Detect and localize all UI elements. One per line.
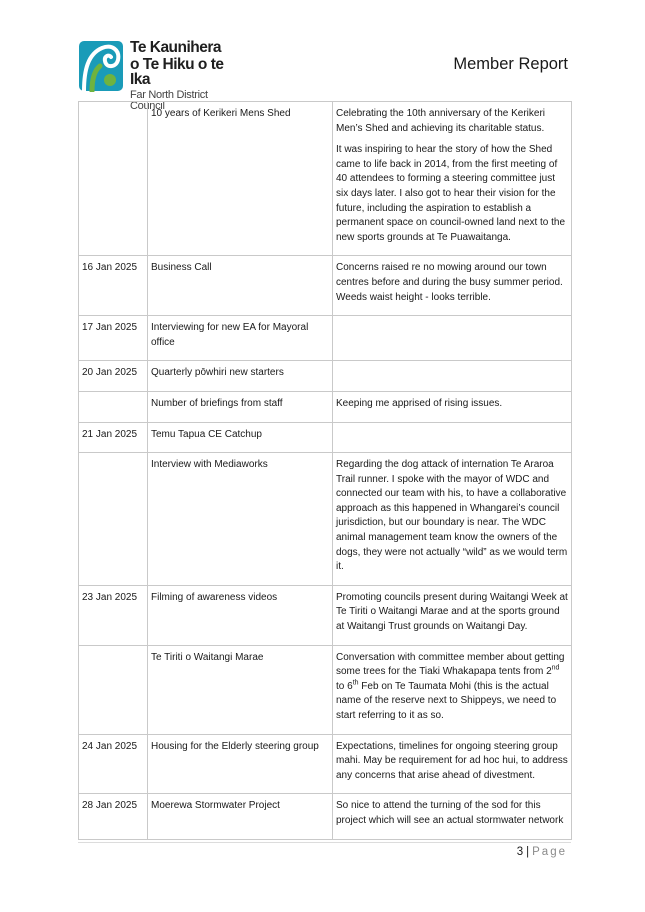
note-paragraph: Expectations, timelines for ongoing steering group mahi. May be requirement for ad hoc hui, to address any concerns that arise ahead of divestment. [336,740,568,781]
activity-cell: Interviewing for new EA for Mayoral office [148,316,333,361]
notes-cell [333,102,572,256]
table-row [79,585,572,645]
activity-cell: Moerewa Stormwater Project [148,794,333,839]
koru-logo-icon [78,40,126,92]
table-row [79,391,572,422]
council-logo [78,39,238,112]
activity-cell: Number of briefings from staff [148,391,333,422]
note-paragraph: It was inspiring to hear the story of how the Shed came to life back in 2014, from the first meeting of 40 attendees to forming a steering committee just six days later. I also got to hear their vision for the future, including the aspiration to establish a permanent space on council-owned land next to the new sports grounds at Te Puawaitanga. [336,144,566,243]
page-separator: | [526,846,530,858]
report-title: Member Report [453,55,568,73]
note-paragraph: Concerns raised re no mowing around our town centres before and during the busy summer period. Weeds waist height - looks terrible. [336,262,563,303]
activity-cell: Filming of awareness videos [148,585,333,645]
notes-cell [333,645,572,734]
note-paragraph: Promoting councils present during Waitangi Week at Te Tiriti o Waitangi Marae and at the sports ground at Waitangi Trust grounds on Waitangi Day. [336,591,568,633]
page-footer [517,846,567,858]
note-text: to 6 [336,680,353,692]
table-row [79,316,572,361]
table-row [79,422,572,453]
note-paragraph [336,651,568,724]
notes-cell [333,453,572,586]
date-cell: 17 Jan 2025 [79,316,148,361]
table-row [79,256,572,316]
table-row [79,645,572,734]
date-cell: 23 Jan 2025 [79,585,148,645]
note-text: Conversation with committee member about getting some trees for the Tiaki Whakapapa tents from 2 [336,651,565,678]
notes-cell [333,391,572,422]
note-paragraph: Keeping me apprised of rising issues. [336,397,503,409]
notes-cell [333,256,572,316]
note-paragraph: Regarding the dog attack of internation Te Araroa Trail runner. I spoke with the mayor of WDC and connected our team with his, to have a collaborative approach as this happened in Whangarei’s council jurisdiction, but our boundary is near. The WDC animal management team know the owners of the dogs, they were not actually “wild” as we would term it. [336,459,568,573]
table-row [79,361,572,392]
activity-cell: 10 years of Kerikeri Mens Shed [148,102,333,256]
notes-cell [333,734,572,794]
notes-cell [333,361,572,392]
activity-cell: Temu Tapua CE Catchup [148,422,333,453]
notes-cell [333,316,572,361]
activity-cell: Quarterly pōwhiri new starters [148,361,333,392]
date-cell: 21 Jan 2025 [79,422,148,453]
note-paragraph: Celebrating the 10th anniversary of the Kerikeri Men’s Shed and achieving its charitable status. [336,108,546,134]
note-paragraph: So nice to attend the turning of the sod for this project which will see an actual stormwater network [336,800,564,826]
ordinal-suffix: nd [551,664,560,672]
date-cell: 20 Jan 2025 [79,361,148,392]
table-row [79,794,572,839]
date-cell: 28 Jan 2025 [79,794,148,839]
date-cell [79,391,148,422]
page-label: Page [532,846,567,858]
table-row [79,453,572,586]
ordinal-suffix: th [352,679,359,687]
date-cell: 16 Jan 2025 [79,256,148,316]
date-cell: 24 Jan 2025 [79,734,148,794]
date-cell [79,645,148,734]
footer-divider [78,842,571,843]
activity-cell: Interview with Mediaworks [148,453,333,586]
logo-line-2: o Te Hiku o te Ika [130,55,224,88]
activity-cell: Business Call [148,256,333,316]
notes-cell [333,585,572,645]
table-row [79,102,572,256]
date-cell [79,102,148,256]
notes-cell [333,794,572,839]
notes-cell [333,422,572,453]
activity-cell: Te Tiriti o Waitangi Marae [148,645,333,734]
table-row [79,734,572,794]
activity-table [78,101,572,840]
note-text: Feb on Te Taumata Mohi (this is the actual name of the reserve next to Shippeys, we need to start referring to it as so. [336,680,557,721]
logo-line-3: Far North District Council [130,88,208,112]
date-cell [79,453,148,586]
activity-cell: Housing for the Elderly steering group [148,734,333,794]
page-number: 3 [516,846,524,858]
logo-line-1: Te Kaunihera [130,39,222,56]
